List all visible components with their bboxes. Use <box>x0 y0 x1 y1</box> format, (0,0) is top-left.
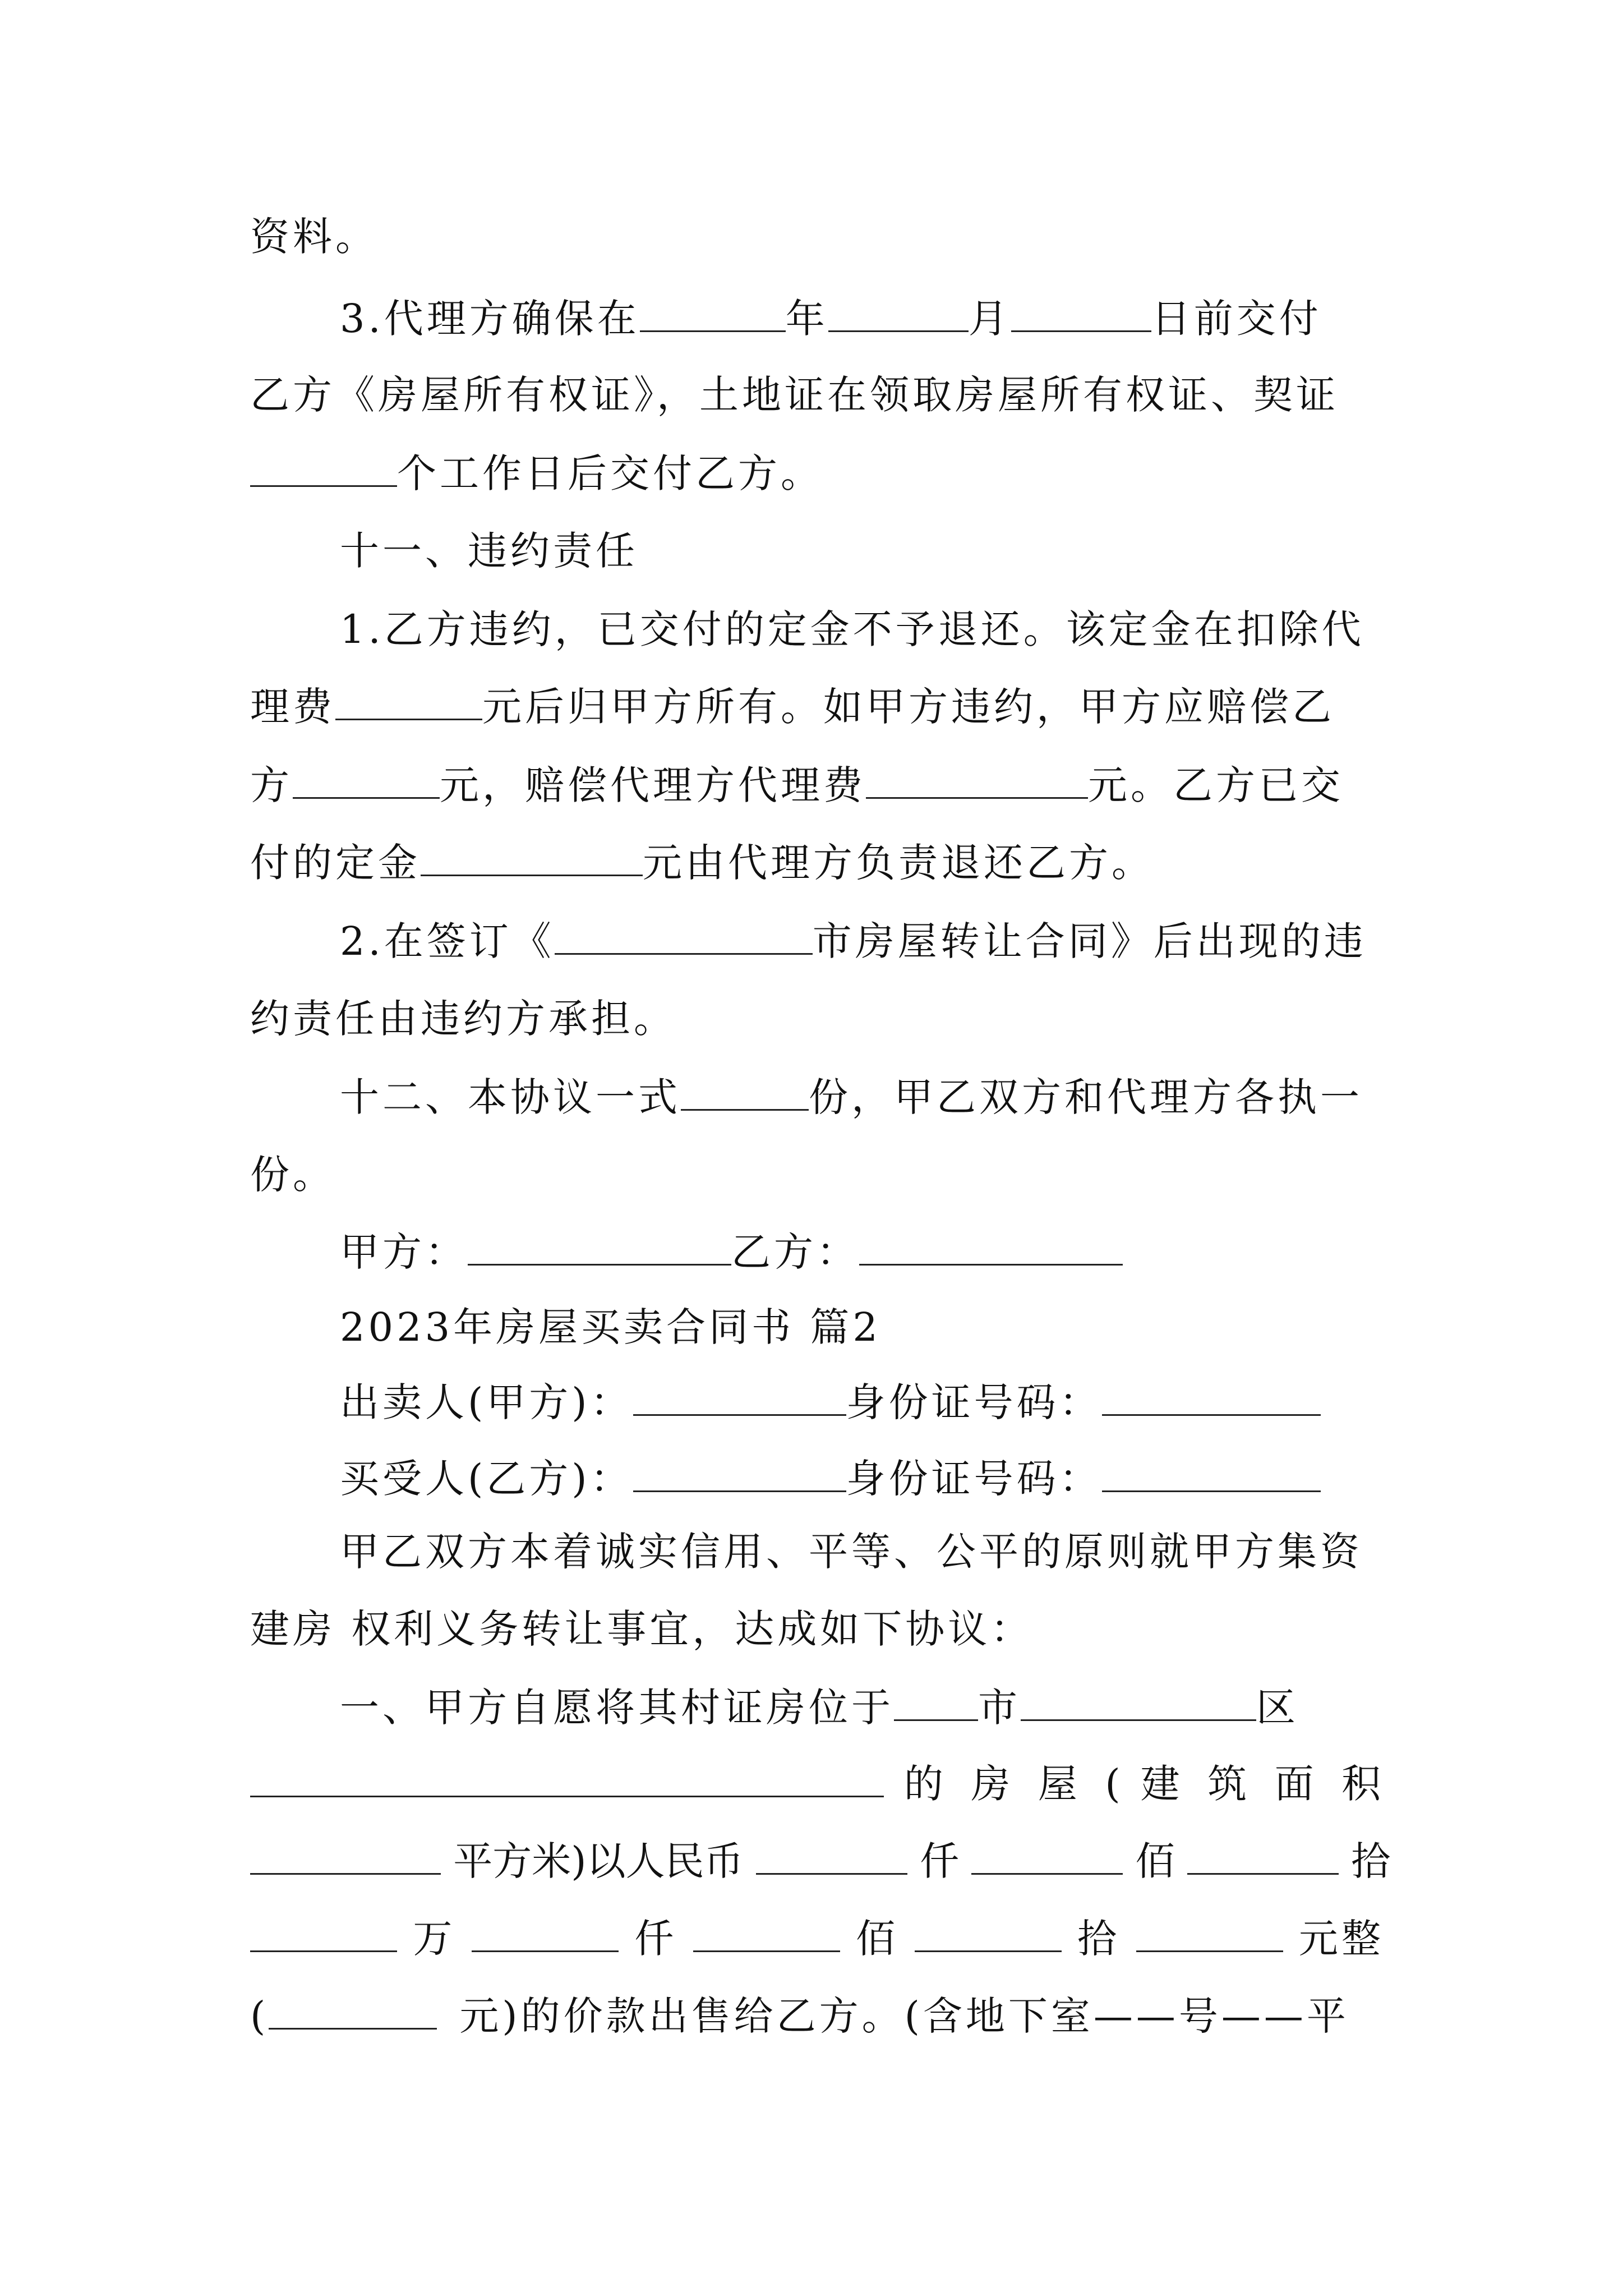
text-line: 3.代理方确保在 年 月 日前交付 <box>340 296 1322 342</box>
blank-field <box>250 1916 397 1952</box>
text-line: 方 元，赔偿代理方代理费 元。乙方已交 <box>250 762 1344 808</box>
buyer-name-blank <box>633 1456 846 1492</box>
blank-field <box>828 296 969 332</box>
seller-id-blank <box>1102 1379 1321 1416</box>
text-line: 万 仟 佰 拾 元整 <box>250 1912 1381 1966</box>
blank-field <box>1021 1685 1256 1721</box>
text-line: 付的定金 元由代理方负责退还乙方。 <box>250 840 1154 886</box>
text-line: 一、甲方自愿将其村证房位于 市 区 <box>340 1685 1299 1731</box>
text-line: 的 房 屋 ( 建 筑 面 积 <box>250 1757 1381 1811</box>
party-a-blank <box>468 1229 731 1266</box>
blank-field <box>293 762 440 799</box>
text-line: 甲乙双方本着诚实信用、平等、公平的原则就甲方集资 <box>340 1529 1363 1575</box>
blank-field <box>1011 296 1151 332</box>
blank-field <box>1136 1916 1283 1952</box>
seller-name-blank <box>633 1379 846 1416</box>
blank-field <box>250 1761 884 1797</box>
party-b-blank <box>859 1229 1123 1266</box>
text-line: 买受人(乙方)： 身份证号码： <box>340 1452 1321 1506</box>
blank-field <box>866 762 1088 799</box>
text-line: 2.在签订《 市房屋转让合同》后出现的违 <box>340 918 1367 964</box>
section-heading: 十一、违约责任 <box>340 528 638 574</box>
buyer-id-blank <box>1102 1456 1321 1492</box>
text-line: 出卖人(甲方)： 身份证号码： <box>340 1375 1321 1429</box>
text-line: 乙方《房屋所有权证》，土地证在领取房屋所有权证、契证 <box>250 372 1339 418</box>
blank-field <box>555 918 813 955</box>
text-line: 理费 元后归甲方所有。如甲方违约，甲方应赔偿乙 <box>250 684 1335 730</box>
blank-field <box>250 450 397 487</box>
blank-field <box>681 1074 809 1111</box>
blank-field <box>756 1838 907 1875</box>
text-line: 个工作日后交付乙方。 <box>250 447 823 500</box>
blank-field <box>971 1838 1123 1875</box>
signature-line: 甲方： 乙方： <box>340 1225 1123 1279</box>
blank-field <box>894 1685 978 1721</box>
text-line: 十二、本协议一式 份，甲乙双方和代理方各执一 <box>340 1074 1363 1120</box>
text-line: 建房 权利义务转让事宜，达成如下协议： <box>250 1606 1034 1652</box>
blank-field <box>269 1993 437 2030</box>
blank-field <box>915 1916 1062 1952</box>
blank-field <box>1187 1838 1339 1875</box>
blank-field <box>421 840 643 876</box>
text-line: 约责任由违约方承担。 <box>250 996 676 1042</box>
document-title: 2023年房屋买卖合同书 篇2 <box>340 1304 881 1350</box>
blank-field <box>250 1838 441 1875</box>
text-line: 平方米)以人民币 仟 佰 拾 <box>250 1834 1381 1888</box>
blank-field <box>693 1916 840 1952</box>
text-line: 资料。 <box>250 214 378 260</box>
text-line: 份。 <box>250 1152 335 1198</box>
text-line: 1.乙方违约，已交付的定金不予退还。该定金在扣除代 <box>340 606 1364 652</box>
blank-field <box>335 684 482 720</box>
blank-field <box>640 296 786 332</box>
blank-field <box>472 1916 619 1952</box>
text-line: ( 元)的价款出售给乙方。(含地下室——号——平 <box>250 1993 1349 2039</box>
